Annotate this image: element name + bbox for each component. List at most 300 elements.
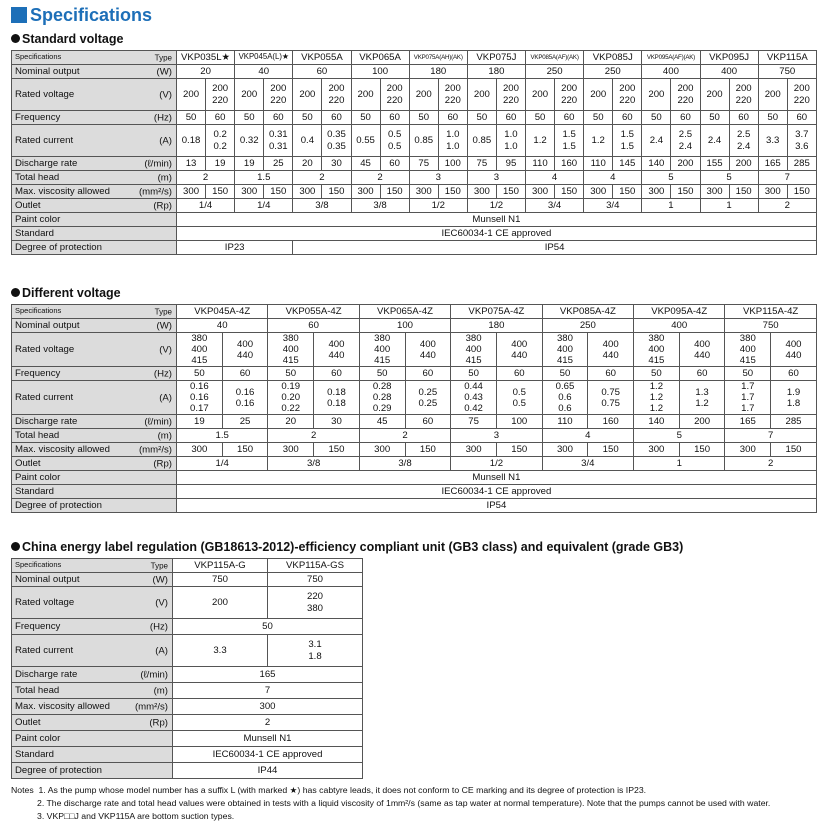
- table-row: [12, 763, 363, 779]
- discharge-50: 110: [526, 157, 555, 171]
- rated-voltage-50-value: 380: [648, 333, 665, 344]
- rated-current-60-stack: [788, 129, 816, 151]
- discharge-rate-label-unit: (ℓ/min): [144, 416, 172, 428]
- frequency-60: 60: [264, 111, 293, 125]
- viscosity-a: 300: [177, 185, 206, 199]
- viscosity-b: 150: [729, 185, 758, 199]
- rated-voltage-50-value: 380: [374, 333, 391, 344]
- china-heading: [11, 540, 683, 554]
- rated-voltage-50-value: 380: [191, 333, 208, 344]
- viscosity-b: 150: [613, 185, 642, 199]
- table-row: [12, 619, 363, 635]
- rated-current-50: 2.4: [700, 125, 729, 157]
- frequency-60: 60: [588, 367, 634, 381]
- rated-voltage-50: 200: [642, 79, 671, 111]
- table-row: [12, 587, 363, 619]
- rated-voltage-50: [268, 333, 314, 367]
- total-head-label-unit: (m): [157, 430, 172, 442]
- rated-current-label-text: Rated current: [15, 134, 74, 146]
- discharge-rate-label: [12, 415, 177, 429]
- viscosity-a: 300: [584, 185, 613, 199]
- protection-value: IP44: [173, 763, 363, 779]
- rated-voltage-60-value: 200: [735, 83, 752, 95]
- rated-current-g: 3.3: [173, 635, 268, 667]
- rated-current-60-value: 0.5: [512, 386, 526, 398]
- rated-voltage-50-stack: [725, 333, 770, 366]
- rated-voltage-60-value: 220: [735, 94, 752, 106]
- total-head-value: 3: [467, 171, 525, 185]
- protection-label-text: Degree of protection: [15, 241, 102, 253]
- discharge-rate-label-text: Discharge rate: [15, 157, 78, 169]
- rated-current-50-value: 0.16: [190, 381, 209, 393]
- frequency-50: 50: [642, 111, 671, 125]
- nominal-output-value: 400: [642, 65, 700, 79]
- rated-voltage-60-stack: [497, 83, 525, 105]
- table-row: [12, 227, 817, 241]
- rated-voltage-label-text: Rated voltage: [15, 344, 75, 356]
- viscosity-b: 150: [405, 443, 451, 457]
- table-row: [12, 213, 817, 227]
- rated-voltage-50-value: 380: [465, 333, 482, 344]
- discharge-value: 165: [173, 667, 363, 683]
- rated-current-60-value: 1.5: [620, 129, 634, 141]
- discharge-50: 13: [177, 157, 206, 171]
- notes: [11, 784, 770, 823]
- standard-label-text: Standard: [15, 486, 54, 498]
- frequency-50: 50: [293, 111, 322, 125]
- nominal-output-value: 60: [268, 319, 359, 333]
- frequency-50: 50: [634, 367, 680, 381]
- rated-voltage-60-stack: [497, 339, 542, 361]
- rated-current-60-stack: [322, 129, 350, 151]
- rated-voltage-60-value: 220: [502, 94, 519, 106]
- rated-current-50-stack: [725, 381, 770, 414]
- nominal-output-value: 750: [758, 65, 816, 79]
- discharge-50: 140: [634, 415, 680, 429]
- rated-current-50: [268, 381, 314, 415]
- rated-current-60: [380, 125, 409, 157]
- rated-voltage-50-value: 415: [465, 355, 482, 367]
- table-row: [12, 667, 363, 683]
- nominal-output-value: 400: [700, 65, 758, 79]
- rated-current-50: [451, 381, 497, 415]
- rated-current-60-value: 0.18: [327, 397, 346, 409]
- viscosity-a: 300: [409, 185, 438, 199]
- viscosity-b: 150: [322, 185, 351, 199]
- rated-current-50: 0.32: [235, 125, 264, 157]
- rated-voltage-60: [613, 79, 642, 111]
- discharge-60: 200: [671, 157, 700, 171]
- discharge-60: 60: [380, 157, 409, 171]
- outlet-label-unit: (Rp): [153, 458, 172, 470]
- total-head-label-unit: (m): [153, 684, 168, 696]
- discharge-60: 60: [405, 415, 451, 429]
- total-head-label-text: Total head: [15, 430, 60, 442]
- rated-current-50: 0.4: [293, 125, 322, 157]
- rated-voltage-60: [322, 79, 351, 111]
- table-row: [12, 65, 817, 79]
- viscosity-b: 150: [496, 443, 542, 457]
- rated-voltage-60-value: 440: [328, 349, 345, 361]
- max-viscosity-label-text: Max. viscosity allowed: [15, 444, 110, 456]
- model-header: VKP085J: [584, 51, 642, 65]
- frequency-value: 50: [173, 619, 363, 635]
- table-row: [12, 559, 363, 573]
- model-header: VKP095A(AF)(AK): [642, 51, 700, 65]
- rated-current-60: [314, 381, 360, 415]
- rated-voltage-50-value: 415: [374, 355, 391, 367]
- viscosity-b: 150: [771, 443, 817, 457]
- discharge-60: 200: [729, 157, 758, 171]
- discharge-50: 165: [725, 415, 771, 429]
- viscosity-b: 150: [787, 185, 816, 199]
- rated-current-gs: [268, 635, 363, 667]
- rated-current-label-text: Rated current: [15, 644, 74, 656]
- rated-current-60-stack: [497, 129, 525, 151]
- discharge-rate-label: [12, 157, 177, 171]
- rated-current-50-value: 0.28: [372, 381, 392, 393]
- outlet-value: 1: [642, 199, 700, 213]
- frequency-label-unit: (Hz): [149, 620, 168, 632]
- rated-current-60-value: 0.16: [235, 386, 255, 398]
- viscosity-a: 300: [268, 443, 314, 457]
- rated-current-60-value: 0.31: [268, 140, 288, 152]
- rated-current-50: 0.85: [409, 125, 438, 157]
- rated-voltage-gs-value: 220: [306, 591, 323, 603]
- specifications-header: [12, 51, 177, 65]
- rated-voltage-60: [264, 79, 293, 111]
- rated-current-gs-value: 3.1: [308, 639, 322, 651]
- total-head-label-text: Total head: [15, 171, 60, 183]
- rated-current-60-value: 1.2: [695, 397, 709, 409]
- rated-current-50-stack: [451, 381, 496, 414]
- rated-current-60-value: 0.5: [387, 140, 402, 152]
- paint-color-value: Munsell N1: [177, 471, 817, 485]
- rated-voltage-50-value: 400: [556, 344, 573, 356]
- table-row: [12, 457, 817, 471]
- total-head-label-unit: (m): [157, 171, 172, 183]
- frequency-60: 60: [496, 111, 525, 125]
- rated-current-label: [12, 635, 173, 667]
- protection-value-ip54: IP54: [293, 241, 817, 255]
- total-head-value: 2: [359, 429, 450, 443]
- rated-voltage-60-value: 220: [793, 94, 810, 106]
- different-voltage-table: [11, 304, 817, 513]
- model-header: VKP115A: [758, 51, 816, 65]
- viscosity-a: 300: [542, 443, 588, 457]
- rated-current-gs-value: 1.8: [308, 650, 322, 662]
- total-head-value: 3: [409, 171, 467, 185]
- rated-current-60-value: 0.31: [268, 129, 288, 141]
- rated-voltage-50-value: 380: [556, 333, 573, 344]
- discharge-rate-label-text: Discharge rate: [15, 416, 78, 428]
- viscosity-b: 150: [438, 185, 467, 199]
- note-1: [11, 784, 770, 797]
- paint-color-label: [12, 731, 173, 747]
- rated-voltage-50-value: 415: [556, 355, 573, 367]
- rated-voltage-60: [671, 79, 700, 111]
- viscosity-value: 300: [173, 699, 363, 715]
- rated-voltage-60: [588, 333, 634, 367]
- rated-current-60: [671, 125, 700, 157]
- rated-voltage-60-value: 200: [212, 83, 229, 95]
- discharge-60: 19: [206, 157, 235, 171]
- total-head-value: 7: [173, 683, 363, 699]
- outlet-label: [12, 199, 177, 213]
- total-head-value: 2: [268, 429, 359, 443]
- rated-voltage-label-unit: (V): [159, 344, 172, 356]
- outlet-value: 1/4: [177, 457, 268, 471]
- nominal-output-value: 250: [584, 65, 642, 79]
- rated-current-60-value: 1.0: [504, 129, 518, 141]
- total-head-label: [12, 171, 177, 185]
- rated-voltage-50: 200: [467, 79, 496, 111]
- rated-current-60-value: 1.0: [504, 140, 518, 152]
- paint-color-label-text: Paint color: [15, 213, 61, 225]
- paint-color-label-text: Paint color: [15, 472, 61, 484]
- rated-voltage-50-stack: [543, 333, 588, 366]
- rated-voltage-50-value: 415: [282, 355, 299, 367]
- rated-current-60-value: 0.25: [418, 386, 438, 398]
- discharge-50: 110: [542, 415, 588, 429]
- outlet-value: 2: [758, 199, 816, 213]
- rated-current-60-value: 2.4: [736, 140, 751, 152]
- model-header: VKP115A-G: [173, 559, 268, 573]
- nominal-output-value: 750: [268, 573, 363, 587]
- discharge-60: 25: [264, 157, 293, 171]
- protection-value: IP54: [177, 499, 817, 513]
- rated-current-50: [542, 381, 588, 415]
- discharge-60: 145: [613, 157, 642, 171]
- frequency-50: 50: [758, 111, 787, 125]
- table-row: [12, 199, 817, 213]
- table-row: [12, 683, 363, 699]
- rated-current-60-value: 2.5: [678, 129, 693, 141]
- rated-current-60-stack: [264, 129, 292, 151]
- frequency-60: 60: [438, 111, 467, 125]
- table-row: [12, 415, 817, 429]
- standard-label: [12, 485, 177, 499]
- type-label: Type: [154, 306, 172, 316]
- frequency-50: 50: [359, 367, 405, 381]
- nominal-output-value: 180: [451, 319, 542, 333]
- rated-voltage-gs-stack: [268, 591, 362, 613]
- total-head-value: 4: [584, 171, 642, 185]
- discharge-50: 165: [758, 157, 787, 171]
- outlet-value: 1/4: [177, 199, 235, 213]
- viscosity-b: 150: [264, 185, 293, 199]
- model-header: VKP095J: [700, 51, 758, 65]
- rated-voltage-50-value: 400: [739, 344, 756, 356]
- rated-voltage-50-value: 380: [282, 333, 299, 344]
- frequency-60: 60: [787, 111, 816, 125]
- page-title: Specifications: [30, 4, 153, 25]
- rated-current-60-value: 3.7: [795, 129, 809, 141]
- standard-label: [12, 747, 173, 763]
- rated-voltage-label-text: Rated voltage: [15, 596, 75, 608]
- discharge-60: 30: [322, 157, 351, 171]
- rated-current-50-value: 1.2: [649, 403, 664, 415]
- rated-current-60-stack: [223, 387, 268, 409]
- nominal-output-value: 400: [634, 319, 725, 333]
- rated-current-60-stack: [314, 387, 359, 409]
- rated-voltage-50-value: 400: [282, 344, 299, 356]
- outlet-value: 2: [173, 715, 363, 731]
- table-row: [12, 111, 817, 125]
- rated-voltage-60: [438, 79, 467, 111]
- rated-current-60-stack: [206, 129, 234, 151]
- rated-current-50-stack: [543, 381, 588, 414]
- frequency-60: 60: [671, 111, 700, 125]
- viscosity-a: 300: [451, 443, 497, 457]
- viscosity-b: 150: [679, 443, 725, 457]
- frequency-label: [12, 619, 173, 635]
- discharge-50: 45: [351, 157, 380, 171]
- rated-current-50: 0.85: [467, 125, 496, 157]
- frequency-60: 60: [771, 367, 817, 381]
- rated-current-60: [322, 125, 351, 157]
- rated-current-60-value: 0.25: [418, 397, 438, 409]
- rated-current-50-value: 0.28: [372, 392, 392, 404]
- rated-voltage-60-stack: [671, 83, 699, 105]
- discharge-60: 160: [588, 415, 634, 429]
- total-head-label-text: Total head: [15, 684, 60, 696]
- rated-current-60-value: 0.2: [213, 129, 227, 141]
- discharge-50: 19: [177, 415, 223, 429]
- frequency-50: 50: [235, 111, 264, 125]
- discharge-50: 19: [235, 157, 264, 171]
- standard-value: IEC60034-1 CE approved: [177, 485, 817, 499]
- discharge-60: 25: [222, 415, 268, 429]
- rated-current-60-value: 0.16: [235, 397, 255, 409]
- discharge-rate-label-unit: (ℓ/min): [140, 668, 168, 680]
- rated-voltage-60-value: 440: [785, 349, 802, 361]
- rated-current-60: [613, 125, 642, 157]
- discharge-50: 75: [451, 415, 497, 429]
- rated-current-50-value: 0.65: [555, 381, 575, 393]
- nominal-output-label-unit: (W): [152, 573, 168, 585]
- rated-current-60-value: 0.75: [601, 386, 621, 398]
- rated-current-60-value: 0.5: [387, 129, 402, 141]
- rated-current-50: [177, 381, 223, 415]
- rated-voltage-60-value: 440: [511, 349, 528, 361]
- rated-current-60-value: 1.0: [446, 140, 460, 152]
- rated-voltage-60: [405, 333, 451, 367]
- rated-current-60: [555, 125, 584, 157]
- rated-current-60-value: 0.35: [327, 129, 346, 141]
- rated-voltage-60-stack: [680, 339, 725, 361]
- rated-voltage-60-value: 200: [619, 83, 636, 95]
- rated-current-50: 3.3: [758, 125, 787, 157]
- rated-current-50: 1.2: [584, 125, 613, 157]
- rated-voltage-50-value: 415: [739, 355, 756, 367]
- nominal-output-value: 250: [526, 65, 584, 79]
- rated-current-60-value: 1.3: [695, 386, 709, 398]
- frequency-60: 60: [206, 111, 235, 125]
- rated-voltage-60-value: 440: [602, 349, 619, 361]
- rated-current-60-stack: [730, 129, 758, 151]
- different-voltage-heading: [11, 286, 121, 300]
- discharge-60: 200: [679, 415, 725, 429]
- rated-voltage-60-stack: [223, 339, 268, 361]
- discharge-50: 155: [700, 157, 729, 171]
- rated-current-50-value: 0.19: [281, 381, 301, 393]
- rated-voltage-label: [12, 333, 177, 367]
- rated-current-60-stack: [555, 129, 583, 151]
- rated-voltage-50-value: 400: [648, 344, 665, 356]
- outlet-label-text: Outlet: [15, 458, 41, 470]
- rated-current-60-stack: [680, 387, 725, 409]
- bullet-icon: [11, 34, 20, 43]
- rated-voltage-label-text: Rated voltage: [15, 88, 75, 100]
- rated-voltage-50: 200: [177, 79, 206, 111]
- viscosity-b: 150: [555, 185, 584, 199]
- rated-voltage-g: 200: [173, 587, 268, 619]
- rated-current-gs-stack: [268, 639, 362, 661]
- viscosity-a: 300: [725, 443, 771, 457]
- frequency-50: 50: [467, 111, 496, 125]
- nominal-output-value: 100: [351, 65, 409, 79]
- outlet-value: 1: [700, 199, 758, 213]
- frequency-50: 50: [409, 111, 438, 125]
- rated-voltage-label: [12, 587, 173, 619]
- rated-voltage-60-value: 200: [386, 83, 403, 95]
- rated-current-60-value: 0.18: [327, 386, 346, 398]
- model-header: VKP035L★: [177, 51, 235, 65]
- rated-current-50-stack: [634, 381, 679, 414]
- frequency-50: 50: [451, 367, 497, 381]
- rated-current-60: [206, 125, 235, 157]
- nominal-output-value: 40: [177, 319, 268, 333]
- standard-voltage-heading-text: Standard voltage: [22, 32, 124, 46]
- model-header: VKP115A-GS: [268, 559, 363, 573]
- max-viscosity-label-text: Max. viscosity allowed: [15, 700, 110, 712]
- nominal-output-label: [12, 319, 177, 333]
- nominal-output-value: 100: [359, 319, 450, 333]
- total-head-label: [12, 683, 173, 699]
- rated-voltage-gs-value: 380: [306, 602, 323, 614]
- rated-voltage-60-stack: [588, 339, 633, 361]
- rated-voltage-60-value: 200: [444, 83, 461, 95]
- model-header: VKP085A-4Z: [542, 305, 633, 319]
- rated-voltage-60: [380, 79, 409, 111]
- discharge-rate-label-text: Discharge rate: [15, 668, 78, 680]
- rated-current-50: [725, 381, 771, 415]
- rated-current-60-value: 0.35: [327, 140, 346, 152]
- rated-current-50-stack: [268, 381, 313, 414]
- paint-color-value: Munsell N1: [173, 731, 363, 747]
- table-row: [12, 635, 363, 667]
- frequency-60: 60: [314, 367, 360, 381]
- rated-voltage-50: [725, 333, 771, 367]
- viscosity-b: 150: [496, 185, 525, 199]
- nominal-output-value: 60: [293, 65, 351, 79]
- table-row: [12, 51, 817, 65]
- paint-color-label: [12, 213, 177, 227]
- frequency-60: 60: [380, 111, 409, 125]
- rated-current-50-value: 0.43: [464, 392, 483, 404]
- rated-current-60-stack: [381, 129, 409, 151]
- rated-current-60-value: 0.75: [601, 397, 621, 409]
- standard-label-text: Standard: [15, 227, 54, 239]
- rated-voltage-label: [12, 79, 177, 111]
- rated-current-60-stack: [671, 129, 699, 151]
- rated-current-50-value: 1.7: [741, 403, 755, 415]
- viscosity-a: 300: [293, 185, 322, 199]
- rated-current-60: [222, 381, 268, 415]
- viscosity-a: 300: [642, 185, 671, 199]
- rated-current-50-stack: [177, 381, 222, 414]
